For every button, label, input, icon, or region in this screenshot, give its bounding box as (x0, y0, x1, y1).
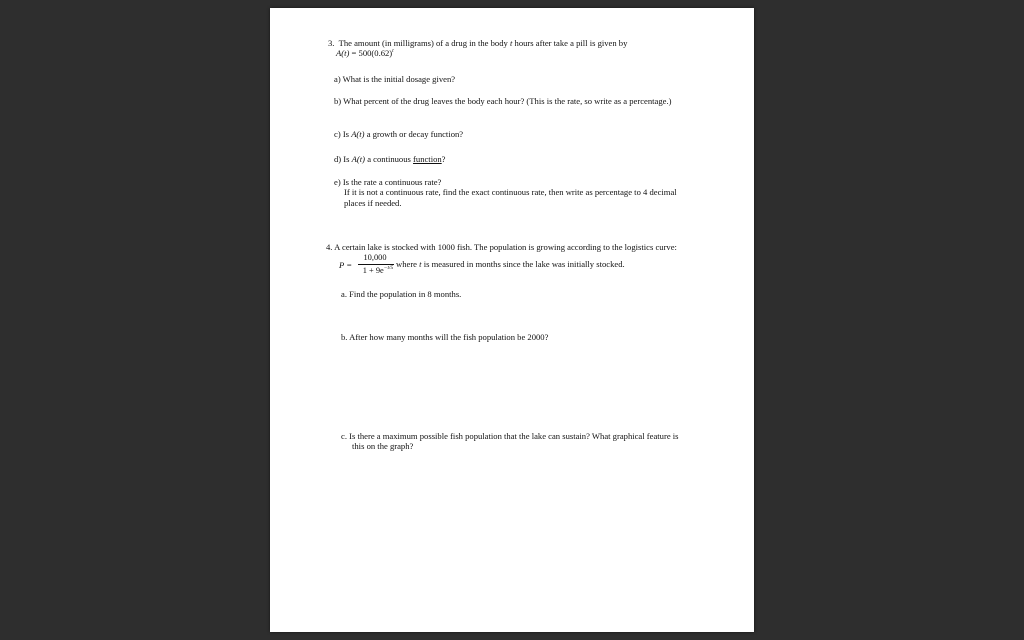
q3-d-word: function (413, 154, 442, 164)
q4-part-b: b. After how many months will the fish population be 2000? (341, 332, 549, 342)
q3-formula-rhs: = 500(0.62) (349, 48, 393, 58)
q3-part-e-line2: If it is not a continuous rate, find the exact continuous rate, then write as percentage to 4 decimal (344, 187, 677, 197)
q4-where-text (396, 259, 625, 269)
q4-intro: 4. A certain lake is stocked with 1000 fish. The population is growing according to the logistics curve: (326, 242, 677, 252)
q3-part-b: b) What percent of the drug leaves the body each hour? (This is the rate, so write as a percentage.) (334, 96, 672, 106)
q4-part-c-line1: c. Is there a maximum possible fish population that the lake can sustain? What graphical feature is (341, 431, 679, 441)
q4-part-c-line2: this on the graph? (352, 441, 414, 451)
q3-d-func: A(t) (351, 154, 366, 164)
q3-d-prefix: d) Is (334, 154, 352, 164)
q3-c-prefix: c) Is (334, 129, 352, 139)
q3-intro-var: t (509, 38, 513, 48)
q3-formula-exponent: t (392, 48, 394, 54)
q4-where-var: t (419, 259, 422, 269)
q4-where-prefix: where (396, 259, 420, 269)
q4-where-suffix: is measured in months since the lake was initially stocked. (421, 259, 625, 269)
q3-formula (336, 48, 394, 58)
q3-intro (328, 38, 627, 48)
q3-part-e-line1: e) Is the rate a continuous rate? (334, 177, 442, 187)
q3-number: 3. (328, 38, 335, 48)
q4-denominator-text: 1 + 9e (362, 266, 384, 275)
q3-intro-text: The amount (in milligrams) of a drug in the body (338, 38, 510, 48)
q3-part-e-line3: places if needed. (344, 198, 402, 208)
q3-c-func: A(t) (351, 129, 365, 139)
document-page (270, 8, 754, 632)
q4-part-a: a. Find the population in 8 months. (341, 289, 462, 299)
q3-part-c (334, 129, 463, 139)
q3-d-mid: a continuous (365, 154, 414, 164)
q3-formula-lhs: A(t) (336, 48, 350, 58)
q3-part-d (334, 154, 446, 164)
q4-fraction-numerator: 10,000 (363, 253, 387, 262)
q4-fraction-denominator (356, 266, 400, 276)
q3-d-end: ? (441, 154, 446, 164)
q3-c-suffix: a growth or decay function? (364, 129, 464, 139)
q3-intro-text-end: hours after take a pill is given by (512, 38, 628, 48)
q4-p-label: P = (339, 260, 353, 270)
q4-denominator-exponent: −t/5 (383, 265, 394, 271)
q3-part-a: a) What is the initial dosage given? (334, 74, 456, 84)
